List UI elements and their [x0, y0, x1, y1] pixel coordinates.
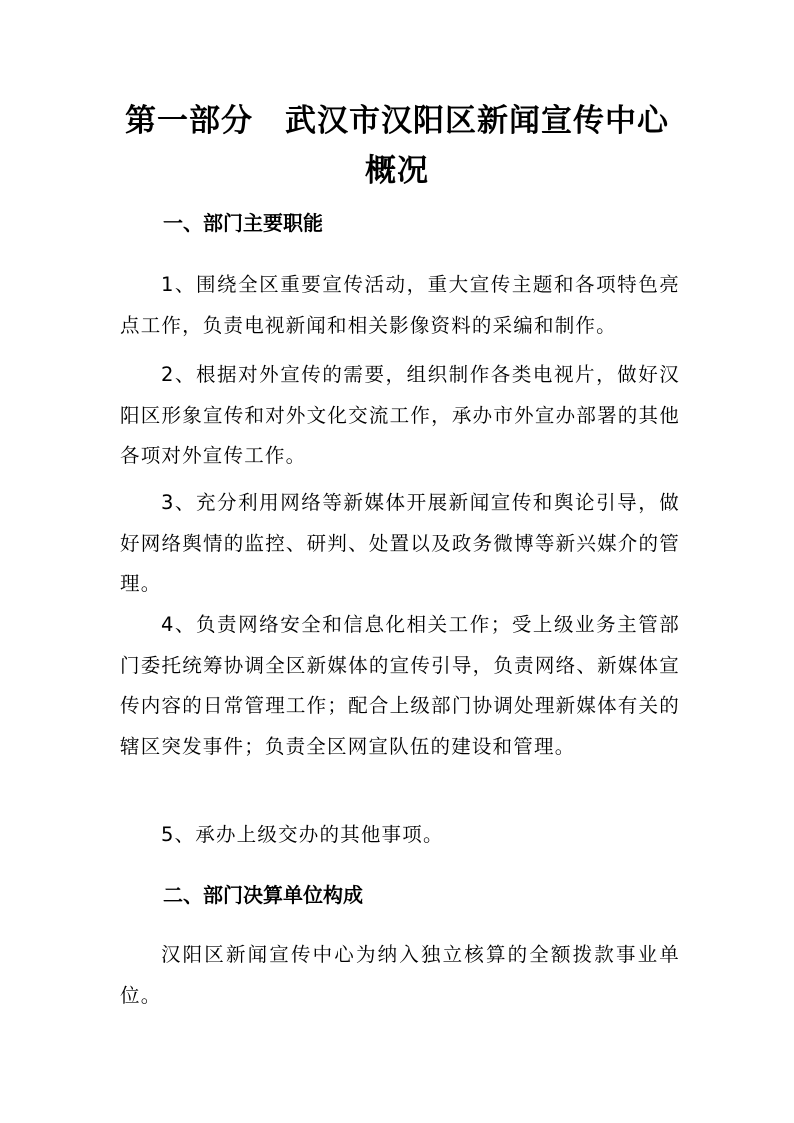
- duty-item-5: 5、承办上级交办的其他事项。: [160, 823, 444, 846]
- section-heading-functions: 一、部门主要职能: [163, 211, 323, 235]
- section-heading-units: 二、部门决算单位构成: [163, 883, 363, 907]
- duty-item-3: 3、充分利用网络等新媒体开展新闻宣传和舆论引导，做好网络舆情的监控、研判、处置以及政务微博等新兴媒介的管理。: [120, 491, 680, 595]
- duty-item-2: 2、根据对外宣传的需要，组织制作各类电视片，做好汉阳区形象宣传和对外文化交流工作，承办市外宣办部署的其他各项对外宣传工作。: [120, 363, 680, 467]
- title-line-2: 概况: [365, 153, 429, 189]
- duty-item-4: 4、负责网络安全和信息化相关工作；受上级业务主管部门委托统筹协调全区新媒体的宣传引导，负责网络、新媒体宣传内容的日常管理工作；配合上级部门协调处理新媒体有关的辖区突发事件；负责全区网宣队伍的建设和管理。: [120, 613, 680, 758]
- title-line-1: 第一部分 武汉市汉阳区新闻宣传中心: [125, 103, 669, 139]
- section2-paragraph: 汉阳区新闻宣传中心为纳入独立核算的全额拨款事业单位。: [120, 943, 680, 1007]
- document-title: [100, 96, 694, 196]
- duty-item-1: 1、围绕全区重要宣传活动，重大宣传主题和各项特色亮点工作，负责电视新闻和相关影像资料的采编和制作。: [120, 273, 680, 337]
